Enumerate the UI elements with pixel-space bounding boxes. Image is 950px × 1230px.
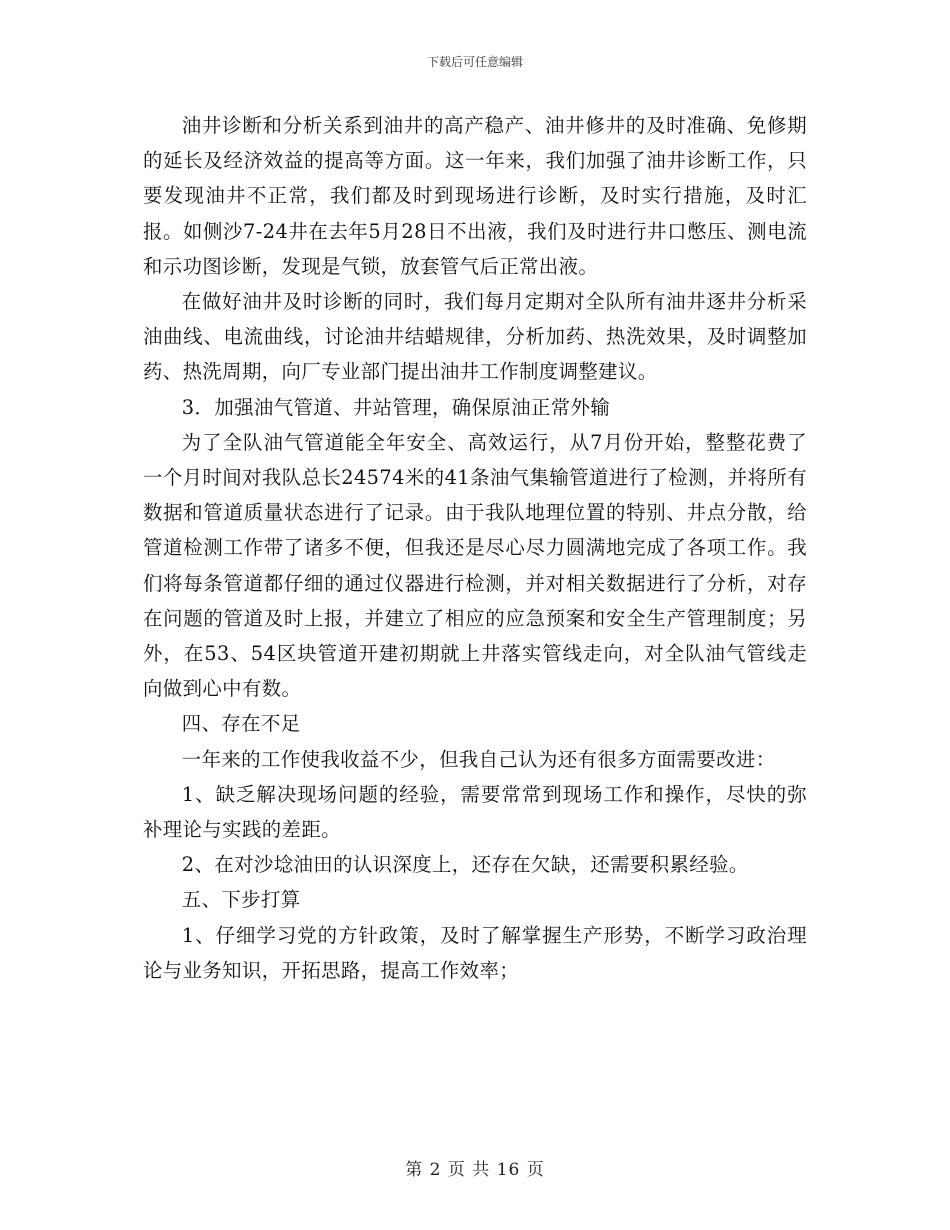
- paragraph-well-diagnosis: 油井诊断和分析关系到油井的高产稳产、油井修井的及时准确、免修期的延长及经济效益的提高等方面。这一年来，我们加强了油井诊断工作，只要发现油井不正常，我们都及时到现场进行诊断，及时实行措施，及时汇报。如侧沙7-24井在去年5月28日不出液，我们及时进行井口憋压、测电流和示功图诊断，发现是气锁，放套管气后正常出液。: [143, 114, 807, 278]
- paragraph-monthly-analysis: 在做好油井及时诊断的同时，我们每月定期对全队所有油井逐井分析采油曲线、电流曲线，讨论油井结蜡规律，分析加药、热洗效果，及时调整加药、热洗周期，向厂专业部门提出油井工作制度调整建议。: [143, 290, 807, 384]
- list-item-next-step-1: 1、仔细学习党的方针政策，及时了解掌握生产形势，不断学习政治理论与业务知识，开拓思路，提高工作效率；: [143, 923, 807, 982]
- list-item-shortcoming-2: 2、在对沙埝油田的认识深度上，还存在欠缺，还需要积累经验。: [181, 853, 749, 877]
- list-item-shortcoming-1: 1、缺乏解决现场问题的经验，需要常常到现场工作和操作，尽快的弥补理论与实践的差距。: [143, 782, 807, 842]
- section-heading-shortcomings: 四、存在不足: [181, 712, 301, 736]
- page-footer: 第 2 页 共 16 页: [405, 1160, 545, 1180]
- document-body: [143, 108, 807, 988]
- section-heading-next-steps: 五、下步打算: [181, 888, 301, 912]
- paragraph-shortcomings-intro: 一年来的工作使我收益不少，但我自己认为还有很多方面需要改进：: [181, 747, 776, 771]
- section-heading-pipeline: 3．加强油气管道、井站管理，确保原油正常外输: [181, 395, 611, 419]
- page-header: 下载后可任意编辑: [426, 55, 523, 69]
- paragraph-pipeline-inspection: 为了全队油气管道能全年安全、高效运行，从7月份开始，整整花费了一个月时间对我队总长24574米的41条油气集输管道进行了检测，并将所有数据和管道质量状态进行了记录。由于我队地理位置的特别、井点分散，给管道检测工作带了诸多不便，但我还是尽心尽力圆满地完成了各项工作。我们将每条管道都仔细的通过仪器进行检测，并对相关数据进行了分析，对存在问题的管道及时上报，并建立了相应的应急预案和安全生产管理制度；另外，在53、54区块管道开建初期就上井落实管线走向，对全队油气管线走向做到心中有数。: [143, 430, 807, 701]
